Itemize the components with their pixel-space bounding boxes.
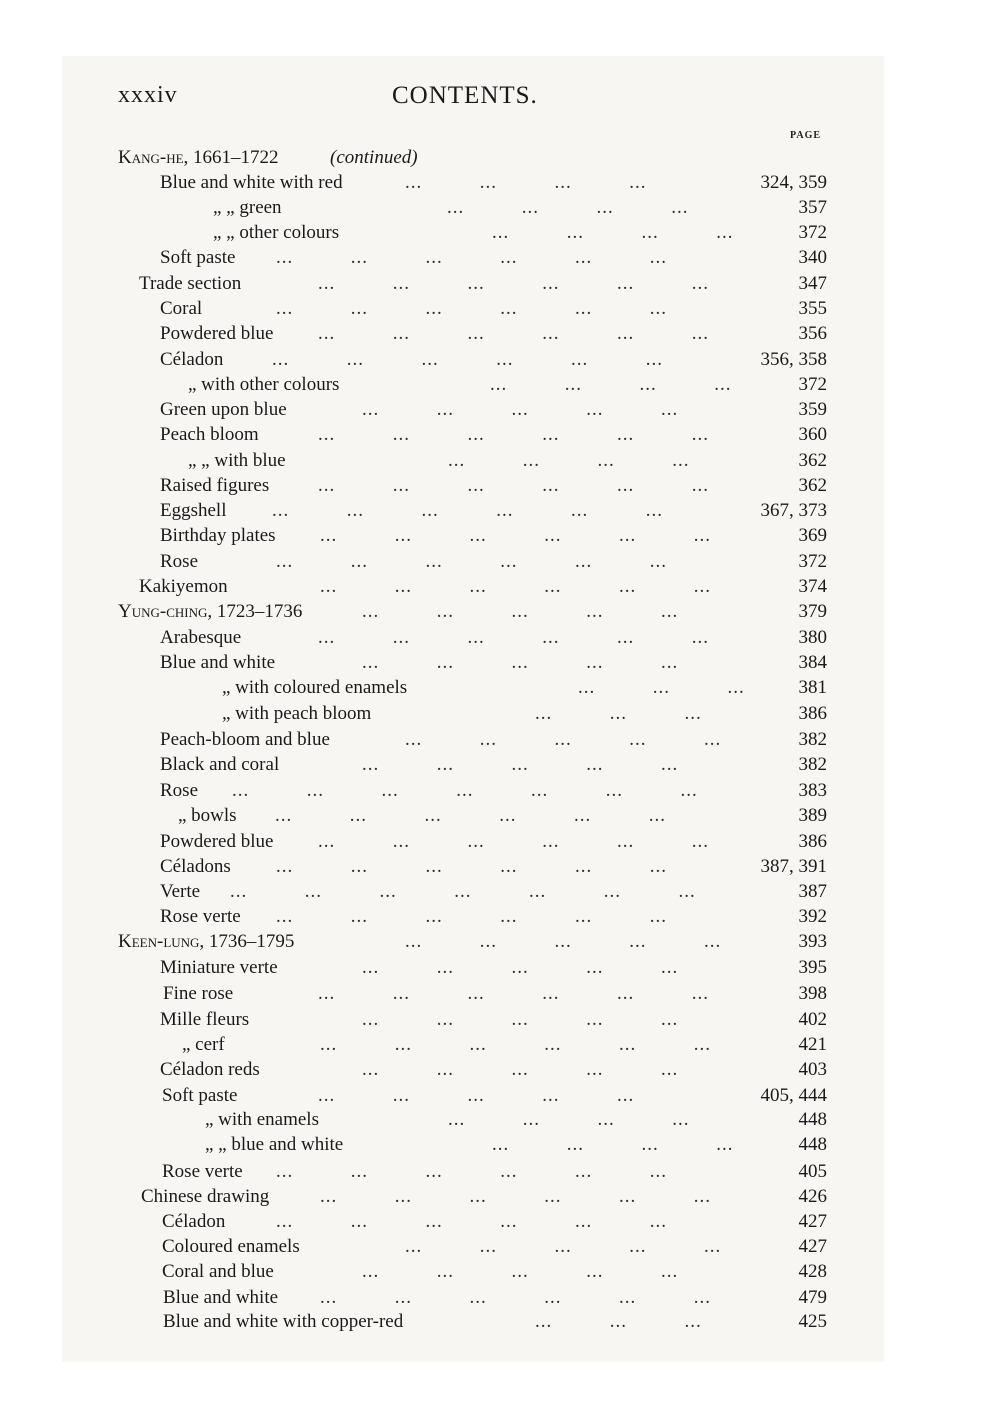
entry-label: Céladons (160, 856, 231, 877)
entry-label: Blue and white (163, 1287, 279, 1308)
toc-entry (0, 1058, 1000, 1082)
entry-label: Rose verte (160, 906, 241, 927)
toc-entry (0, 449, 1000, 473)
entry-page: 379 (798, 601, 827, 622)
entry-page: 428 (798, 1261, 827, 1282)
leader-dots: ... ... ... ... ... ... (276, 247, 667, 268)
toc-entry (0, 1033, 1000, 1057)
toc-entry (0, 1084, 1000, 1108)
leader-dots: ... ... ... ... ... ... ... (232, 780, 698, 801)
leader-dots: ... ... ... ... ... ... (318, 475, 709, 496)
toc-entry (0, 855, 1000, 879)
entry-page: 448 (798, 1134, 827, 1155)
entry-page: 398 (798, 983, 827, 1004)
entry-page: 324, 359 (760, 172, 827, 193)
toc-entry (0, 1260, 1000, 1284)
leader-dots: ... ... ... ... ... ... ... (230, 881, 696, 902)
entry-label: Kakiyemon (139, 576, 228, 597)
entry-page: 356 (798, 323, 827, 344)
entry-page: 382 (798, 729, 827, 750)
leader-dots: ... ... ... ... ... ... (272, 500, 663, 521)
entry-page: 369 (798, 525, 827, 546)
toc-entry (0, 1286, 1000, 1310)
entry-page: 479 (798, 1287, 827, 1308)
entry-label: „ with coloured enamels (222, 677, 408, 698)
entry-label: Céladon (162, 1211, 226, 1232)
entry-page: 383 (798, 780, 827, 801)
section-heading-note: (continued) (330, 147, 418, 168)
entry-label: „ with enamels (205, 1109, 319, 1130)
entry-page: 380 (798, 627, 827, 648)
entry-label: Chinese drawing (141, 1186, 270, 1207)
entry-label: Arabesque (160, 627, 242, 648)
entry-page: 405 (798, 1161, 827, 1182)
toc-entry (0, 1108, 1000, 1132)
toc-entry (0, 221, 1000, 245)
leader-dots: ... ... ... ... ... (405, 931, 722, 952)
leader-dots: ... ... ... ... ... ... (272, 349, 663, 370)
entry-label: Trade section (139, 273, 242, 294)
toc-entry (0, 880, 1000, 904)
entry-page: 347 (798, 273, 827, 294)
leader-dots: ... ... ... (535, 703, 702, 724)
entry-page: 374 (798, 576, 827, 597)
entry-label: Blue and white with copper-red (163, 1311, 404, 1332)
toc-entry (0, 779, 1000, 803)
entry-page: 421 (798, 1034, 827, 1055)
entry-label: Birthday plates (160, 525, 276, 546)
toc-entry (0, 196, 1000, 220)
toc-entry (0, 246, 1000, 270)
entry-label: Green upon blue (160, 399, 287, 420)
entry-page: 359 (798, 399, 827, 420)
entry-label: Powdered blue (160, 831, 274, 852)
entry-page: 448 (798, 1109, 827, 1130)
leader-dots: ... ... ... ... (447, 197, 689, 218)
leader-dots: ... ... ... ... ... ... (276, 551, 667, 572)
entry-page: 395 (798, 957, 827, 978)
toc-entry (0, 982, 1000, 1006)
leader-dots: ... ... ... ... (492, 1134, 734, 1155)
entry-label: Rose verte (162, 1161, 243, 1182)
leader-dots: ... ... ... ... ... (362, 957, 679, 978)
leader-dots: ... ... ... ... ... (362, 1261, 679, 1282)
entry-label: Céladon (160, 349, 224, 370)
leader-dots: ... ... ... (535, 1311, 702, 1332)
entry-label: Rose (160, 780, 198, 801)
leader-dots: ... ... ... ... (448, 1109, 690, 1130)
toc-entry (0, 575, 1000, 599)
leader-dots: ... ... ... ... ... ... (318, 323, 709, 344)
leader-dots: ... ... ... ... (492, 222, 734, 243)
toc-entry (0, 499, 1000, 523)
toc-entry (0, 702, 1000, 726)
leader-dots: ... ... ... ... ... ... (320, 1034, 711, 1055)
leader-dots: ... ... ... ... ... ... (320, 1186, 711, 1207)
entry-page: 357 (798, 197, 827, 218)
leader-dots: ... ... ... ... ... (362, 1059, 679, 1080)
toc-entry (0, 1185, 1000, 1209)
entry-page: 402 (798, 1009, 827, 1030)
leader-dots: ... ... ... ... ... (405, 729, 722, 750)
entry-page: 386 (798, 703, 827, 724)
leader-dots: ... ... ... ... ... ... (318, 831, 709, 852)
leader-dots: ... ... ... ... ... ... (276, 1211, 667, 1232)
entry-page: 340 (798, 247, 827, 268)
section-heading: Kang-he, 1661–1722 (118, 147, 279, 168)
entry-label: „ with other colours (188, 374, 340, 395)
entry-label: Fine rose (163, 983, 234, 1004)
entry-label: Soft paste (162, 1085, 238, 1106)
entry-label: Coral and blue (162, 1261, 274, 1282)
entry-label: Coloured enamels (162, 1236, 300, 1257)
toc-entry (0, 676, 1000, 700)
toc-entry (0, 1133, 1000, 1157)
entry-page: 427 (798, 1236, 827, 1257)
entry-page: 372 (798, 374, 827, 395)
entry-page: 405, 444 (760, 1085, 827, 1106)
leader-dots: ... ... ... ... ... (362, 399, 679, 420)
toc-entry (0, 146, 1000, 170)
entry-label: Eggshell (160, 500, 227, 521)
entry-label: Blue and white with red (160, 172, 343, 193)
toc-entry (0, 905, 1000, 929)
entry-label: Peach-bloom and blue (160, 729, 330, 750)
leader-dots: ... ... ... ... ... ... (275, 805, 666, 826)
toc-entry (0, 1160, 1000, 1184)
entry-page: 387, 391 (760, 856, 827, 877)
leader-dots: ... ... ... ... ... ... (318, 983, 709, 1004)
entry-label: Verte (160, 881, 201, 902)
leader-dots: ... ... ... ... ... (318, 1085, 635, 1106)
toc-entry (0, 272, 1000, 296)
toc-entry (0, 600, 1000, 624)
toc-entry (0, 348, 1000, 372)
entry-page: 362 (798, 475, 827, 496)
section-heading: Keen-lung, 1736–1795 (118, 931, 295, 952)
page-column-label: PAGE (790, 130, 822, 141)
leader-dots: ... ... ... (578, 677, 745, 698)
entry-label: „ „ other colours (213, 222, 340, 243)
entry-page: 356, 358 (760, 349, 827, 370)
toc-entry (0, 804, 1000, 828)
leader-dots: ... ... ... ... (490, 374, 732, 395)
leader-dots: ... ... ... ... ... (405, 1236, 722, 1257)
toc-entry (0, 1235, 1000, 1259)
entry-label: Coral (160, 298, 203, 319)
entry-label: „ „ blue and white (205, 1134, 344, 1155)
entry-page: 382 (798, 754, 827, 775)
entry-label: „ bowls (178, 805, 237, 826)
toc-entry (0, 753, 1000, 777)
entry-page: 355 (798, 298, 827, 319)
entry-label: Black and coral (160, 754, 280, 775)
leader-dots: ... ... ... ... ... (362, 1009, 679, 1030)
leader-dots: ... ... ... ... ... ... (276, 1161, 667, 1182)
entry-page: 384 (798, 652, 827, 673)
toc-entry (0, 626, 1000, 650)
leader-dots: ... ... ... ... (405, 172, 647, 193)
leader-dots: ... ... ... ... ... (362, 754, 679, 775)
leader-dots: ... ... ... ... ... ... (276, 906, 667, 927)
leader-dots: ... ... ... ... ... ... (318, 273, 709, 294)
toc-entry (0, 830, 1000, 854)
leader-dots: ... ... ... ... ... (362, 652, 679, 673)
entry-label: Miniature verte (160, 957, 278, 978)
entry-label: Mille fleurs (160, 1009, 250, 1030)
toc-entry (0, 322, 1000, 346)
leader-dots: ... ... ... ... ... ... (318, 424, 709, 445)
leader-dots: ... ... ... ... ... ... (276, 856, 667, 877)
leader-dots: ... ... ... ... ... ... (320, 1287, 711, 1308)
entry-label: „ with peach bloom (222, 703, 372, 724)
toc-entry (0, 1310, 1000, 1334)
entry-page: 403 (798, 1059, 827, 1080)
leader-dots: ... ... ... ... ... ... (320, 525, 711, 546)
toc-entry (0, 297, 1000, 321)
leader-dots: ... ... ... ... ... (362, 601, 679, 622)
entry-page: 367, 373 (760, 500, 827, 521)
entry-label: „ „ with blue (188, 450, 286, 471)
entry-label: Blue and white (160, 652, 276, 673)
entry-page: 372 (798, 551, 827, 572)
toc-entry (0, 474, 1000, 498)
toc-entry (0, 373, 1000, 397)
toc-entry (0, 956, 1000, 980)
entry-page: 387 (798, 881, 827, 902)
entry-label: Powdered blue (160, 323, 274, 344)
entry-label: Raised figures (160, 475, 270, 496)
leader-dots: ... ... ... ... ... ... (318, 627, 709, 648)
entry-page: 389 (798, 805, 827, 826)
entry-page: 386 (798, 831, 827, 852)
toc-entry (0, 550, 1000, 574)
entry-page: 360 (798, 424, 827, 445)
page-title: CONTENTS. (392, 82, 538, 109)
toc-entry (0, 1210, 1000, 1234)
entry-label: Rose (160, 551, 198, 572)
toc-entry (0, 930, 1000, 954)
page-number: xxxiv (118, 82, 178, 108)
toc-entry (0, 728, 1000, 752)
entry-page: 427 (798, 1211, 827, 1232)
entry-label: „ cerf (182, 1034, 225, 1055)
toc-entry (0, 423, 1000, 447)
entry-page: 392 (798, 906, 827, 927)
toc-entry (0, 398, 1000, 422)
leader-dots: ... ... ... ... ... ... (320, 576, 711, 597)
entry-page: 362 (798, 450, 827, 471)
entry-page: 372 (798, 222, 827, 243)
toc-entry (0, 651, 1000, 675)
entry-label: „ „ green (213, 197, 282, 218)
leader-dots: ... ... ... ... (448, 450, 690, 471)
section-heading: Yung-ching, 1723–1736 (118, 601, 303, 622)
toc-entry (0, 171, 1000, 195)
leader-dots: ... ... ... ... ... ... (276, 298, 667, 319)
toc-entry (0, 1008, 1000, 1032)
toc-entry (0, 524, 1000, 548)
entry-label: Soft paste (160, 247, 236, 268)
entry-label: Céladon reds (160, 1059, 260, 1080)
entry-page: 426 (798, 1186, 827, 1207)
entry-page: 425 (798, 1311, 827, 1332)
entry-label: Peach bloom (160, 424, 259, 445)
entry-page: 393 (798, 931, 827, 952)
entry-page: 381 (798, 677, 827, 698)
